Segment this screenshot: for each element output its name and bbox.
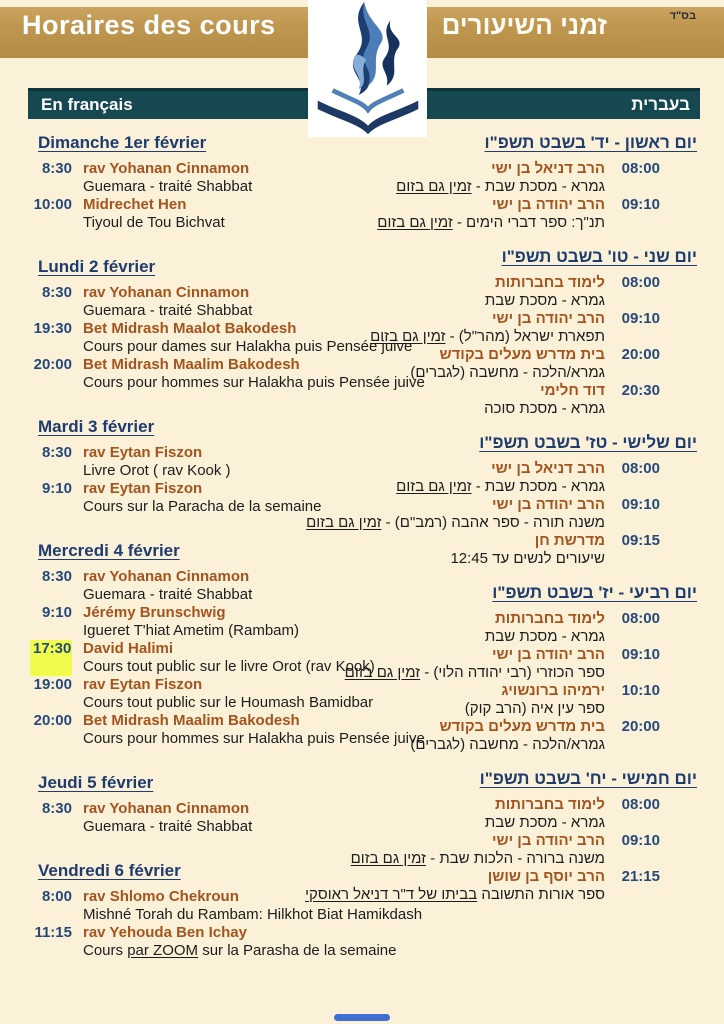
schedule-entry: [30, 196, 362, 232]
entry-speaker: rav Yohanan Cinnamon: [83, 568, 250, 585]
schedule-entry: [30, 604, 362, 640]
entry-desc-part: Guemara - traité Shabbat: [83, 178, 253, 195]
entry-time: 08:00: [621, 796, 660, 813]
entry-time: 09:15: [621, 532, 660, 549]
entry-speaker: הרב יוסף בן שושן: [487, 868, 605, 885]
entry-desc-part: sur la Parasha de la semaine: [198, 942, 397, 959]
entry-description: [83, 942, 396, 960]
entry-speaker: הרב יהודה בן ישי: [491, 310, 605, 327]
entry-description: [83, 214, 362, 232]
entry-time: 20:00: [33, 356, 72, 373]
entry-body: [83, 160, 362, 196]
schedule-entry: [354, 460, 660, 496]
entry-speaker: David Halimi: [83, 640, 174, 657]
schedule-entry: [30, 676, 374, 712]
entry-speaker: בית מדרש מעלים בקודש: [439, 346, 605, 363]
logo-strip: [308, 0, 427, 137]
entry-body: [354, 160, 605, 196]
entry-body: [354, 460, 605, 496]
entry-speaker: לימוד בחברותות: [494, 274, 605, 291]
hebrew-schedule-column: [305, 132, 700, 918]
schedule-entry: [350, 832, 660, 868]
entry-desc-part: זמין גם בזום: [306, 514, 382, 531]
entry-desc-part: Mishné Torah du Rambam: Hilkhot Biat Hamikdash: [83, 906, 423, 923]
language-bar-hebrew: [427, 88, 700, 119]
entry-desc-part: Cours pour hommes sur Halakha puis Pensée juive: [83, 730, 425, 747]
entry-speaker: rav Yehouda Ben Ichay: [83, 924, 247, 941]
entry-description: [345, 664, 605, 682]
schedule-entry: [30, 568, 362, 604]
entry-description: [83, 818, 362, 836]
entry-description: [354, 700, 605, 718]
schedule-entry: [354, 274, 660, 310]
entry-time: 8:30: [41, 444, 72, 461]
entry-description: [83, 622, 362, 640]
entry-desc-part: Livre Orot ( rav Kook ): [83, 462, 231, 479]
entry-time: 08:00: [621, 460, 660, 477]
schedule-entry: [30, 160, 362, 196]
schedule-entry: [30, 284, 362, 320]
entry-body: [83, 676, 373, 712]
entry-body: [83, 800, 362, 836]
entry-description: [354, 478, 605, 496]
entry-desc-part: בביתו של ד"ר דניאל ראוסקי: [305, 886, 478, 903]
entry-description: [354, 628, 605, 646]
entry-body: [354, 610, 605, 646]
entry-speaker: rav Yohanan Cinnamon: [83, 284, 250, 301]
entry-description: [83, 694, 373, 712]
entry-speaker: Midrechet Hen: [83, 196, 187, 213]
entry-description: [354, 292, 605, 310]
entry-body: [83, 604, 362, 640]
flame-book-logo-icon: [312, 0, 424, 136]
entry-description: [354, 214, 605, 232]
schedule-entry: [30, 924, 397, 960]
entry-body: [354, 682, 605, 718]
entry-time: 21:15: [621, 868, 660, 885]
entry-body: [354, 382, 605, 418]
entry-desc-part: גמרא - מסכת שבת: [484, 292, 605, 309]
page-title-hebrew: זמני השיעורים: [441, 10, 607, 40]
entry-time: 08:00: [621, 274, 660, 291]
entry-time: 8:30: [41, 568, 72, 585]
page-title-french: Horaires des cours: [22, 10, 276, 40]
entry-description: [83, 658, 375, 676]
entry-desc-part: גמרא/הלכה - מחשבה (לגברים): [410, 736, 605, 753]
day-title: יום שלישי - טז' בשבט תשפ"ו: [479, 433, 697, 452]
schedule-entry: [305, 868, 660, 904]
entry-description: [354, 178, 605, 196]
entry-desc-part: גמרא - מסכת שבת -: [471, 178, 605, 195]
entry-speaker: הרב יהודה בן ישי: [491, 832, 605, 849]
entry-desc-part: Igueret T'hiat Ametim (Rambam): [83, 622, 299, 639]
entry-description: [354, 736, 605, 754]
day-title: יום ראשון - יד' בשבט תשפ"ו: [484, 133, 697, 152]
entry-desc-part: זמין גם בזום: [370, 328, 446, 345]
day-entries: [306, 460, 700, 568]
day-entries: [354, 274, 700, 418]
entry-body: [354, 346, 605, 382]
day-title: יום שני - טו' בשבט תשפ"ו: [501, 247, 697, 266]
day-entries: [305, 796, 700, 904]
entry-speaker: rav Shlomo Chekroun: [83, 888, 239, 905]
schedule-entry: [354, 682, 660, 718]
day-title: יום חמישי - יח' בשבט תשפ"ו: [479, 769, 697, 788]
entry-body: [305, 868, 605, 904]
entry-body: [83, 444, 362, 480]
entry-desc-part: זמין גם בזום: [396, 478, 472, 495]
entry-desc-part: גמרא - מסכת שבת: [484, 628, 605, 645]
day-title: Vendredi 6 février: [38, 861, 181, 880]
entry-speaker: הרב דניאל בן ישי: [491, 460, 605, 477]
day-section: [306, 432, 700, 568]
schedule-entry: [30, 800, 362, 836]
day-title: יום רביעי - יז' בשבט תשפ"ו: [492, 583, 697, 602]
entry-speaker: הרב יהודה בן ישי: [491, 496, 605, 513]
schedule-entry: [354, 196, 660, 232]
entry-desc-part: Guemara - traité Shabbat: [83, 586, 253, 603]
entry-body: [354, 310, 605, 346]
entry-desc-part: גמרא - מסכת שבת: [484, 814, 605, 831]
day-entries: [30, 160, 362, 232]
entry-desc-part: משנה ברורה - הלכות שבת -: [426, 850, 605, 867]
schedule-entry: [30, 640, 375, 676]
entry-desc-part: Cours pour dames sur Halakha puis Pensée juive: [83, 338, 413, 355]
entry-speaker: מדרשת חן: [534, 532, 605, 549]
entry-description: [354, 814, 605, 832]
schedule-entry: [354, 310, 660, 346]
day-title: Lundi 2 février: [38, 257, 156, 276]
entry-desc-part: par ZOOM: [127, 942, 199, 959]
entry-speaker: Jérémy Brunschwig: [83, 604, 226, 621]
entry-speaker: לימוד בחברותות: [494, 610, 605, 627]
entry-time: 9:10: [41, 604, 72, 621]
entry-time: 9:10: [41, 480, 72, 497]
day-section: [344, 582, 700, 754]
bottom-indicator-bar: [334, 1014, 390, 1021]
entry-description: [83, 462, 362, 480]
language-label-hebrew: בעברית: [631, 95, 690, 114]
entry-speaker: Bet Midrash Maalot Bakodesh: [83, 320, 297, 337]
entry-description: [305, 886, 605, 904]
entry-time: 19:00: [33, 676, 72, 693]
entry-desc-part: זמין גם בזום: [377, 214, 453, 231]
schedule-entry: [306, 496, 660, 532]
entry-desc-part: תנ"ך: ספר דברי הימים -: [452, 214, 605, 231]
entry-time: 8:30: [41, 160, 72, 177]
entry-time: 10:10: [621, 682, 660, 699]
entry-body: [354, 796, 605, 832]
entry-body: [354, 718, 605, 754]
entry-time: 19:30: [33, 320, 72, 337]
entry-time: 11:15: [34, 924, 72, 941]
entry-description: [306, 514, 605, 532]
day-section: [30, 772, 362, 836]
schedule-entry: [354, 382, 660, 418]
entry-speaker: rav Yohanan Cinnamon: [83, 800, 250, 817]
language-label-french: En français: [41, 95, 133, 114]
entry-time: 8:00: [41, 888, 72, 905]
entry-time: 20:00: [621, 718, 660, 735]
entry-description: [354, 400, 605, 418]
entry-time: 8:30: [41, 800, 72, 817]
entry-speaker: rav Yohanan Cinnamon: [83, 160, 250, 177]
entry-speaker: rav Eytan Fiszon: [83, 444, 203, 461]
entry-desc-part: Cours: [83, 942, 128, 959]
entry-desc-part: זמין גם בזום: [344, 664, 421, 681]
entry-speaker: ירמיהו ברונשויג: [501, 682, 605, 699]
entry-body: [351, 832, 605, 868]
schedule-entry: [354, 718, 660, 754]
day-entries: [30, 800, 362, 836]
entry-body: [354, 532, 605, 568]
entry-time: 09:10: [621, 310, 660, 327]
entry-desc-part: Guemara - traité Shabbat: [83, 302, 253, 319]
entry-desc-part: Tiyoul de Tou Bichvat: [83, 214, 225, 231]
entry-time: 10:00: [33, 196, 72, 213]
schedule-entry: [354, 346, 660, 382]
entry-description: [351, 850, 605, 868]
entry-desc-part: זמין גם בזום: [350, 850, 427, 867]
entry-speaker: הרב דניאל בן ישי: [491, 160, 605, 177]
schedule-entry: [30, 712, 425, 748]
entry-speaker: הרב יהודה בן ישי: [491, 646, 605, 663]
entry-desc-part: גמרא - מסכת סוכה: [484, 400, 605, 417]
entry-desc-part: Cours sur la Paracha de la semaine: [83, 498, 322, 515]
entry-time: 20:30: [621, 382, 660, 399]
day-section: [354, 246, 700, 418]
day-section: [305, 768, 700, 904]
entry-desc-part: תפארת ישראל (מהר"ל) -: [445, 328, 605, 345]
entry-desc-part: ספר הכוזרי (רבי יהודה הלוי) -: [420, 664, 605, 681]
schedule-entry: [30, 444, 362, 480]
schedule-entry: [30, 356, 425, 392]
entry-desc-part: גמרא - מסכת שבת -: [471, 478, 605, 495]
entry-time: 20:00: [33, 712, 72, 729]
entry-desc-part: ספר עין איה (הרב קוק): [464, 700, 605, 717]
entry-desc-part: Cours pour hommes sur Halakha puis Pensée juive: [83, 374, 425, 391]
entry-speaker: בית מדרש מעלים בקודש: [439, 718, 605, 735]
schedule-entry: [354, 532, 660, 568]
entry-speaker: דוד חלימי: [540, 382, 605, 399]
entry-desc-part: Guemara - traité Shabbat: [83, 818, 253, 835]
day-section: [354, 132, 700, 232]
entry-time: 09:10: [621, 196, 660, 213]
entry-body: [83, 924, 396, 960]
schedule-entry: [354, 160, 660, 196]
schedule-entry: [344, 646, 660, 682]
entry-speaker: Bet Midrash Maalim Bakodesh: [83, 356, 300, 373]
day-title: Jeudi 5 février: [38, 773, 154, 792]
entry-desc-part: שיעורים לנשים עד 12:45: [450, 550, 605, 567]
day-section: [30, 132, 362, 232]
day-entries: [344, 610, 700, 754]
entry-speaker: הרב יהודה בן ישי: [491, 196, 605, 213]
day-entries: [354, 160, 700, 232]
entry-time: 09:10: [621, 496, 660, 513]
entry-speaker: Bet Midrash Maalim Bakodesh: [83, 712, 300, 729]
bsd-mark: בס"ד: [669, 10, 696, 22]
entry-body: [354, 196, 605, 232]
entry-time: 08:00: [621, 160, 660, 177]
entry-description: [83, 302, 362, 320]
entry-desc-part: Cours tout public sur le Houmash Bamidbar: [83, 694, 374, 711]
entry-time: 20:00: [621, 346, 660, 363]
language-bar-french: [28, 88, 308, 119]
entry-description: [354, 364, 605, 382]
day-title: Mercredi 4 février: [38, 541, 180, 560]
entry-speaker: לימוד בחברותות: [494, 796, 605, 813]
entry-speaker: rav Eytan Fiszon: [83, 480, 203, 497]
entry-desc-part: Cours tout public sur le livre Orot (rav Kook): [83, 658, 375, 675]
entry-description: [354, 550, 605, 568]
entry-description: [354, 328, 605, 346]
entry-body: [306, 496, 605, 532]
entry-body: [83, 640, 375, 676]
entry-desc-part: גמרא/הלכה - מחשבה (לגברים): [410, 364, 605, 381]
entry-desc-part: משנה תורה - ספר אהבה (רמב"ם) -: [381, 514, 605, 531]
day-title: Mardi 3 février: [38, 417, 155, 436]
entry-desc-part: ספר אורות התשובה: [477, 886, 605, 903]
entry-body: [345, 646, 605, 682]
entry-time: 8:30: [41, 284, 72, 301]
entry-time: 09:10: [621, 832, 660, 849]
entry-body: [83, 568, 362, 604]
entry-time: 17:30: [30, 640, 72, 676]
entry-time: 09:10: [621, 646, 660, 663]
schedule-entry: [354, 796, 660, 832]
entry-description: [83, 586, 362, 604]
entry-desc-part: זמין גם בזום: [396, 178, 472, 195]
entry-body: [83, 196, 362, 232]
entry-time: 08:00: [621, 610, 660, 627]
schedule-entry: [354, 610, 660, 646]
entry-body: [83, 284, 362, 320]
day-title: Dimanche 1er février: [38, 133, 207, 152]
entry-speaker: rav Eytan Fiszon: [83, 676, 203, 693]
entry-description: [83, 178, 362, 196]
entry-body: [354, 274, 605, 310]
